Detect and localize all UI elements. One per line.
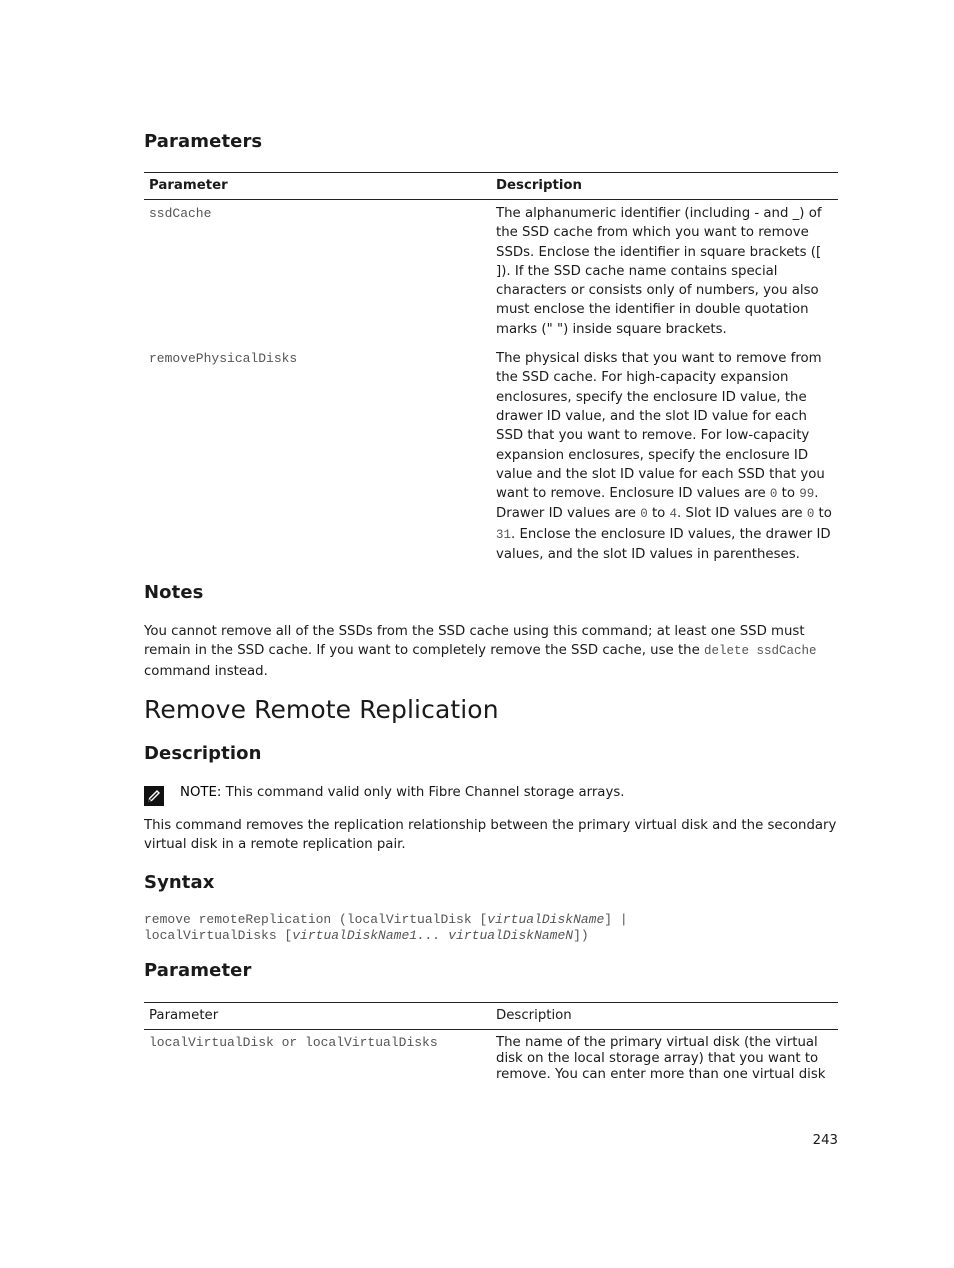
description-text: This command removes the replication relationship between the primary virtual disk and the secondary virtual disk in a remote replication pair. xyxy=(144,818,837,853)
param-description: The physical disks that you want to remove from the SSD cache. For high-capacity expansion enclosures, specify the enclosure ID value, the drawer ID value, and the slot ID value for each SSD that you want to remove. For low-capacity expansion enclosures, specify the enclosure ID value and the slot ID value for each SSD that you want to remove. Enclosure ID values are 0 to 99. Drawer ID values are 0 to 4. Slot ID values are 0 to 31. Enclose the enclosure ID values, the drawer ID values, and the slot ID values in parentheses. xyxy=(496,351,832,563)
param-name: ssdCache xyxy=(149,206,212,221)
param-description: The name of the primary virtual disk (the virtual disk on the local storage array) that you want to remove. You can enter more than one virtual disk xyxy=(496,1035,826,1082)
syntax-heading: Syntax xyxy=(144,872,215,893)
param-description: The alphanumeric identifier (including - and _) of the SSD cache from which you want to remove SSDs. Enclose the identifier in square brackets ([ ]). If the SSD cache name contains special characters or consists only of numbers, you also must enclose the identifier in double quotation marks (" ") inside square brackets. xyxy=(496,206,822,337)
description-heading: Description xyxy=(144,743,262,764)
param-name: removePhysicalDisks xyxy=(149,351,298,367)
notes-text: You cannot remove all of the SSDs from the SSD cache using this command; at least one SSD must remain in the SSD cache. If you want to completely remove the SSD cache, use the delete ssdCache command instead. xyxy=(144,624,817,679)
parameter-heading: Parameter xyxy=(144,960,252,981)
parameters-table xyxy=(144,172,838,564)
table-row xyxy=(144,339,838,564)
note-text: NOTE: This command valid only with Fibre Channel storage arrays. xyxy=(180,785,625,800)
note-label: NOTE: xyxy=(180,785,222,800)
parameter-table xyxy=(144,1002,838,1083)
column-header-description: Description xyxy=(496,1008,572,1023)
param-name: localVirtualDisk or localVirtualDisks xyxy=(149,1035,438,1050)
page-title: Remove Remote Replication xyxy=(144,695,499,724)
column-header-description: Description xyxy=(496,178,583,193)
page-number: 243 xyxy=(812,1133,838,1148)
column-header-parameter: Parameter xyxy=(149,1008,219,1023)
notes-heading: Notes xyxy=(144,582,204,603)
inline-code: delete ssdCache xyxy=(704,644,817,659)
table-row xyxy=(144,200,838,340)
note-pencil-icon xyxy=(144,786,164,806)
parameters-heading: Parameters xyxy=(144,131,263,152)
table-row xyxy=(144,1030,838,1084)
syntax-code: remove remoteReplication (localVirtualDisk [virtualDiskName] | localVirtualDisks [virtualDiskName1... virtualDiskNameN]) xyxy=(144,912,628,943)
column-header-parameter: Parameter xyxy=(149,178,228,193)
